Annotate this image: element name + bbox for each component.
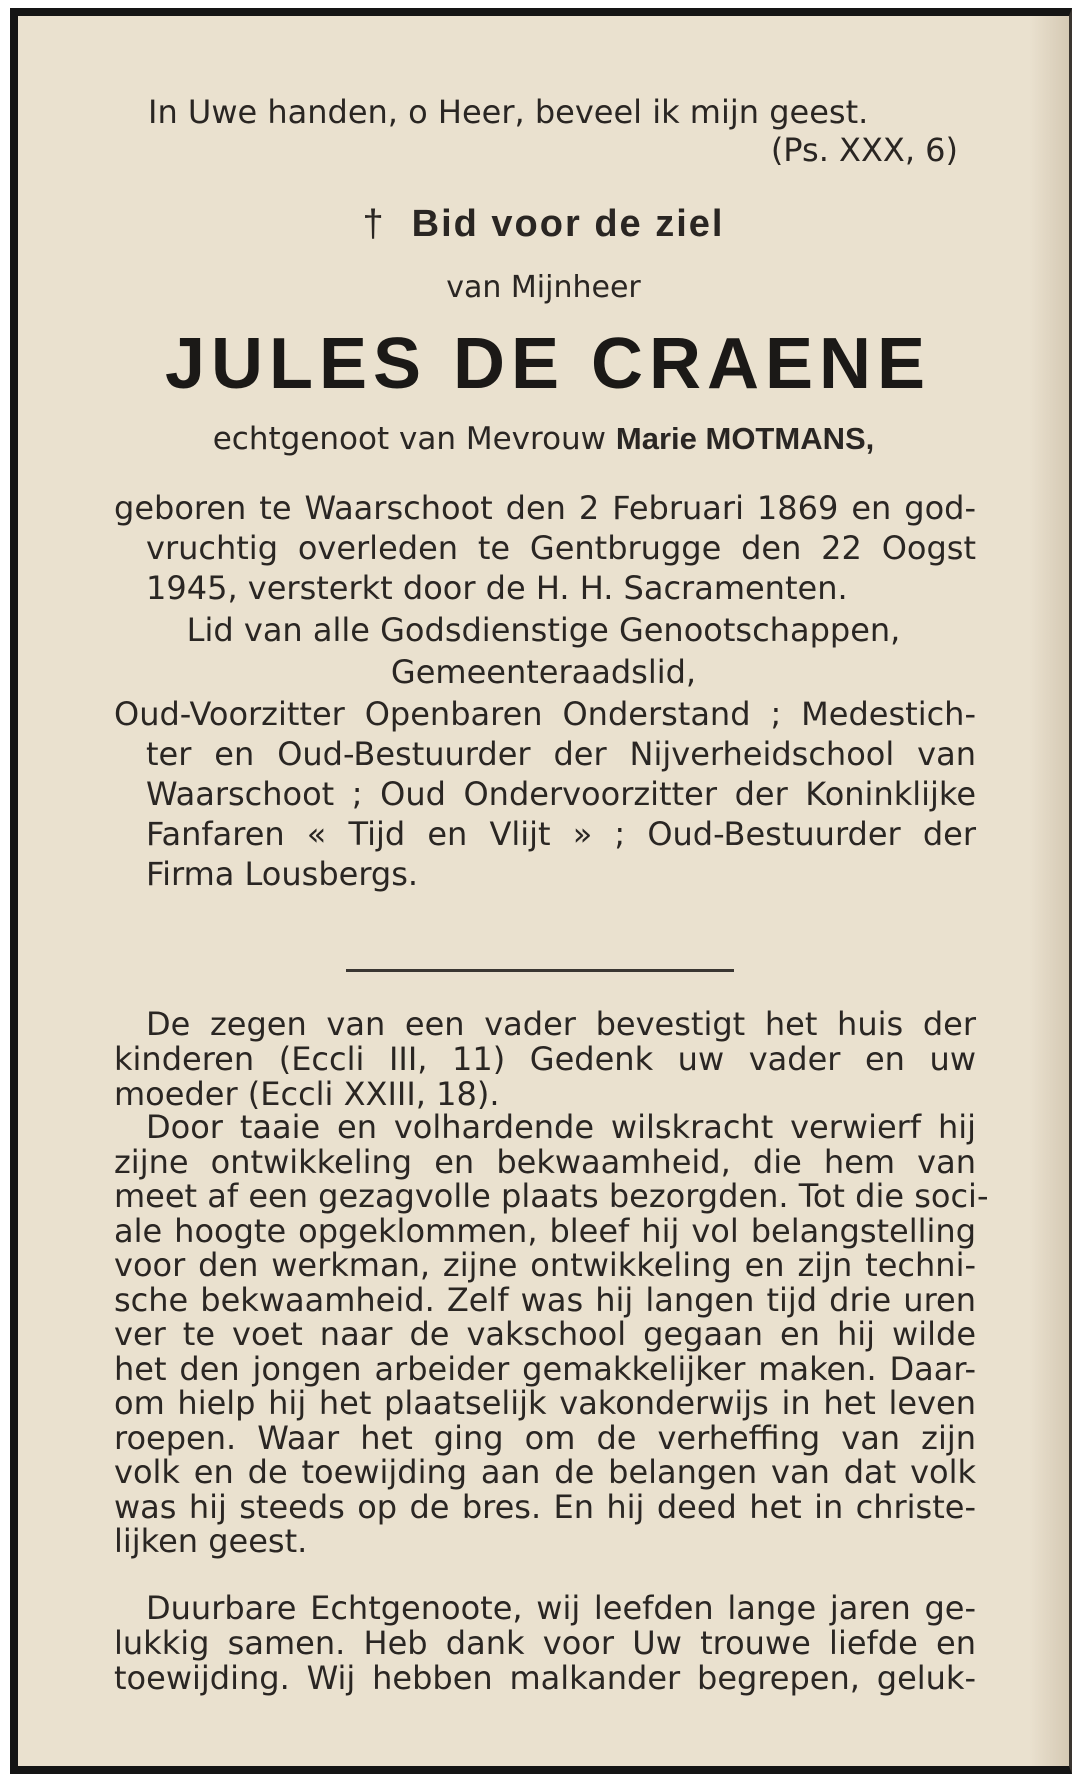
par2-line: Duurbare Echtgenoote, wij leefden lange jaren ge-	[146, 1589, 976, 1627]
par1-line: Door taaie en volhardende wilskracht verwierf hij	[146, 1108, 976, 1146]
par1-line: zijne ontwikkeling en bekwaamheid, die hem van	[114, 1142, 976, 1181]
par1-line: roepen. Waar het ging om de verheffing van zijn	[114, 1418, 976, 1457]
membership-line-2: Gemeenteraadslid,	[390, 653, 697, 691]
honorific: van Mijnheer	[446, 270, 641, 305]
mem-line: Oud-Voorzitter Openbaren Onderstand ; Medestich-	[114, 695, 976, 733]
epigraph-reference: (Ps. XXX, 6)	[770, 131, 958, 169]
mem-line: Firma Lousbergs.	[146, 855, 419, 893]
par1-line: lijken geest.	[114, 1522, 308, 1560]
par2-line: toewijding. Wij hebben malkander begrepen, geluk-	[114, 1659, 976, 1697]
par1-line: het den jongen arbeider gemakkelijker maken. Daar-	[114, 1349, 976, 1388]
deceased-name: JULES DE CRAENE	[164, 324, 932, 404]
membership-line-1: Lid van alle Godsdienstige Genootschappen,	[186, 611, 901, 649]
memorial-card	[10, 8, 1072, 1774]
par1-line: was hij steeds op de bres. En hij deed het in christe-	[114, 1487, 976, 1526]
quote-line: kinderen (Eccli III, 11) Gedenk uw vader en uw	[114, 1040, 976, 1078]
epigraph-text: In Uwe handen, o Heer, beveel ik mijn geest.	[148, 93, 869, 131]
par1-line: om hielp hij het plaatselijk vakonderwijs in het leven	[114, 1384, 976, 1422]
quote-line: De zegen van een vader bevestigt het huis der	[146, 1005, 976, 1043]
cross-icon: †	[362, 203, 386, 245]
par1-line: meet af een gezagvolle plaats bezorgden. Tot die soci-	[114, 1177, 989, 1215]
spouse-name: Marie MOTMANS,	[615, 421, 875, 456]
bio-line: 1945, versterkt door de H. H. Sacramenten.	[146, 569, 848, 607]
spouse-prefix: echtgenoot van Mevrouw	[212, 421, 607, 457]
par1-line: ver te voet naar de vakschool gegaan en hij wilde	[114, 1315, 976, 1353]
par1-line: volk en de toewijding aan de belangen van dat volk	[114, 1453, 976, 1491]
bio-line: geboren te Waarschoot den 2 Februari 1869 en god-	[114, 489, 976, 527]
divider-line	[346, 969, 734, 972]
spouse-line	[18, 421, 1069, 457]
par1-line: voor den werkman, zijne ontwikkeling en zijn techni-	[114, 1246, 976, 1284]
par1-line: sche bekwaamheid. Zelf was hij langen tijd drie uren	[114, 1280, 976, 1319]
prayer-heading	[18, 203, 1069, 245]
prayer-text: Bid voor de ziel	[411, 203, 725, 245]
mem-line: Fanfaren « Tijd en Vlijt » ; Oud-Bestuurder der	[146, 815, 976, 853]
par2-line: lukkig samen. Heb dank voor Uw trouwe liefde en	[114, 1624, 976, 1662]
quote-line: moeder (Eccli XXIII, 18).	[114, 1075, 500, 1113]
mem-line: ter en Oud-Bestuurder der Nijverheidschool van	[146, 735, 976, 773]
bio-line: vruchtig overleden te Gentbrugge den 22 Oogst	[146, 529, 976, 567]
par1-line: ale hoogte opgeklommen, bleef hij vol belangstelling	[114, 1211, 976, 1250]
mem-line: Waarschoot ; Oud Ondervoorzitter der Koninklijke	[146, 775, 976, 813]
